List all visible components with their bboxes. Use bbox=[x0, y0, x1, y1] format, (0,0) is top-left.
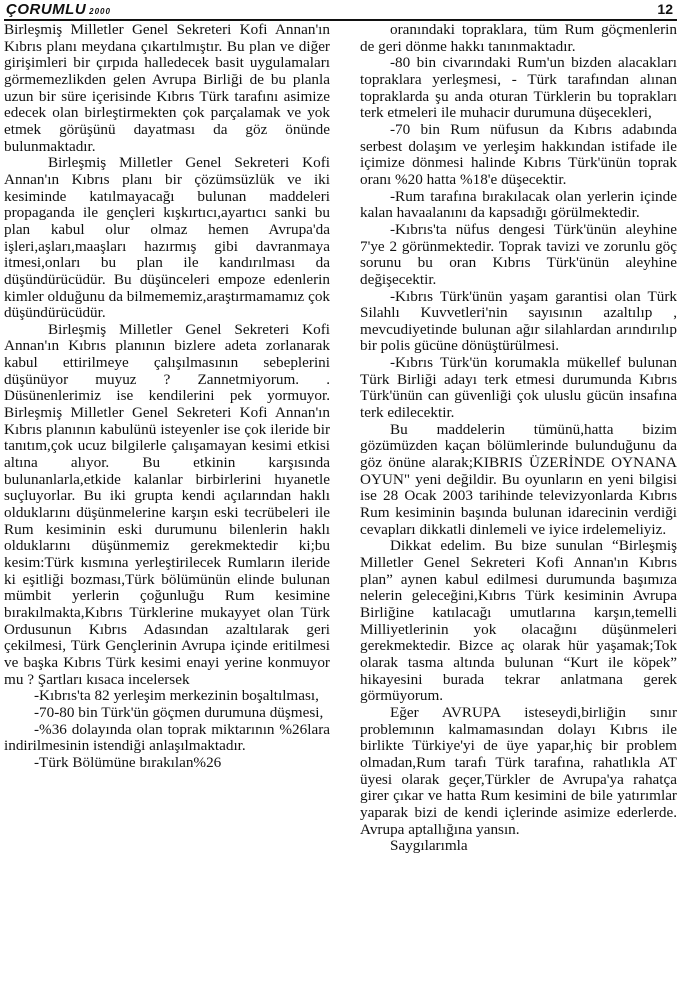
list-item: -Türk Bölümüne bırakılan%26 bbox=[34, 753, 222, 771]
list-item: -Kıbrıs Türk'ün korumakla mükellef bulunan Türk Birliği adayı terk etmesi durumunda Kıbrıs Türk'ünün can güvenliği çok uluslu gücün insafına terk edilecektir. bbox=[360, 354, 677, 422]
list-item: -70-80 bin Türk'ün göçmen durumuna düşmesi, bbox=[34, 703, 324, 721]
masthead-year: 2000 bbox=[89, 7, 111, 16]
list-item: -Kıbrıs'ta nüfus dengesi Türk'ünün aleyhine 7'ye 2 görünmektedir. Toprak tavizi ve zorunlu göç sorunu bu oran Kıbrıs Türk'ünün aleyhine değişecektir. bbox=[360, 220, 677, 288]
paragraph: Bu maddelerin tümünü,hatta bizim gözümüzden kaçan bölümlerinde bulunduğunu da göz önüne alarak;KIBRIS ÜZERİNDE OYNANA OYUN" yeni değildir. Bu oyunların en yeni bilgisi ise 28 Ocak 2003 tarihinde televizyonlarda Kıbrıs Rum kesiminin başında bulunan idarecinin verdiği cevapları dikkatli dinlemeli ve iyice irdelemeliyiz. bbox=[360, 420, 677, 538]
list-item: -Kıbrıs Türk'ünün yaşam garantisi olan Türk Silahlı Kuvvetleri'nin sayısının azaltılıp , mevcudiyetinde bulunan ağır silahlardan arındırılıp bir polis gücüne dönüştürülmesi. bbox=[360, 287, 677, 355]
paragraph: Birleşmiş Milletler Genel Sekreteri Kofi Annan'ın Kıbrıs planı bir çözümsüzlük ve iki kesiminde katılmayacağı bulunan maddeleri propaganda ile gençleri kışkırtıcı,ayartıcı sanki bu plan kabul olur olmaz hemen Avrupa'da işleri,aşları,maaşları hazırmış gibi davranmaya itmesi,onları bu plan ile kandırılması da düşündürücüdür. Bu düşünceleri empoze edenlerin kimler olduğunu da bilmememiz,araştırmamamız çok düşündürücüdür. bbox=[4, 154, 331, 322]
paragraph: Birleşmiş Milletler Genel Sekreteri Kofi Annan'ın Kıbrıs planının bizlere adeta zorlanarak kabul ettirilmeye çalışılmasının sebeplerini düşünüyor muyuz ? Zannetmiyorum. . Düsünenlerimiz ise kendilerini pek yormuyor. Birleşmiş Milletler Genel Sekreteri Kofi Annan'ın Kıbrıs planının kabulünü isteyenler ise çok ileride bir tanıtım,çok ucuz bilgilerle çalışamayan kesimi etkisi altına alıyor. Bu etkinin karşısında bulunanlarla,etkide kalanlar birbirlerini hıyanetle suçluyorlar. Bu iki grupta kendi açılarından haklı olduklarını düşünmelerine karşın eski tecrübeleri ile Rum kesiminin eski durumunu bilenlerin haklı olduklarını düşünmemiz gerekmektedir ki;bu kesim:Türk kısmına yerleştirilecek Rumların ileride ki eşitliği bozması,Türk bölümünün elinde bulunan mümbit yerlerin çoğunluğu Rum kesimine bırakılmakta,Kıbrıs Türklerine mukayyet olan Türk Ordusunun Kıbrıs Adasından azaltılarak geri çekilmesi, Türk Gençlerinin Avrupa içinde eritilmesi ve başka Kıbrıs Türk kesimi enayi yerine konmuyor mu ? Şartları kısaca incelersek bbox=[4, 320, 330, 688]
paragraph: Birleşmiş Milletler Genel Sekreteri Kofi Annan'ın Kıbrıs planı meydana çıkartılmıştır. Bu plan ve diğer girişimleri bir çırpıda halledecek basit uygulamaları görmemezlikden gelen Avrupa Birliği de bu planla uzun bir süre içerisinde Kıbrıs Türk tarafını asimize edecek olan birleştirmekten çok parçalamak ve yok etmek görüşünü dayatması da göz önünde bulunmaktadır. bbox=[4, 21, 330, 155]
list-item: -%36 dolayında olan toprak miktarının %26lara indirilmesinin istendiği anlaşılmaktadır. bbox=[4, 720, 330, 755]
page-number: 12 bbox=[657, 1, 673, 17]
paragraph: Eğer AVRUPA isteseydi,birliğin sınır problemının kalmamasından dolayı Kıbrıs ile birlikte Türkiye'yi de üye yapar,hiç bir problem olmadan,Rum tarafı Türk tarafına, rahatlıkla AT üyesi olarak geçer,Türkler de Avrupa'ya rahatça girer çıkar ve hatta Rum kesimini de bile yatırımlar yaparak bizi de kendi içlerinde asimize ederlerde. Avrupa aptallığına yansın. bbox=[360, 703, 677, 838]
list-item: -70 bin Rum nüfusun da Kıbrıs adabında serbest dolaşım ve yerleşim hakkından istifade ile içimize dönmesi halinde Kıbrıs Türk'ünün toprak oranı %20 hatta %18'e düşecektir. bbox=[360, 120, 677, 188]
paragraph: Dikkat edelim. Bu bize sunulan “Birleşmiş Milletler Genel Sekreteri Kofi Annan'ın Kıbrıs plan” aynen kabul edilmesi durumunda başımıza nelerin geleceğini,Kıbrıs Türk kesiminin Avrupa Birliğine katılacağı umutlarına karşın,temelli Milliyetlerinin yok olacağını düşünmeleri gerekmektedir. Bizce aç olarak hür yaşamak;Tok olarak tasma altında bulunan “Kurt ile köpek” hikayesini burada tekrar anlatmana gerek görmüyorum. bbox=[360, 537, 677, 705]
article-column-right bbox=[360, 22, 677, 855]
list-item: -Rum tarafına bırakılacak olan yerlerin içinde kalan havaalanını da kapsadığı görülmektedir. bbox=[360, 187, 677, 222]
paragraph: oranındaki topraklara, tüm Rum göçmenlerin de geri dönme hakkı tanınmaktadır. bbox=[360, 21, 677, 55]
page-header bbox=[0, 0, 681, 22]
closing: Saygılarımla bbox=[390, 837, 468, 855]
masthead bbox=[6, 1, 111, 18]
masthead-title: ÇORUMLU bbox=[6, 1, 87, 18]
list-item: -80 bin civarındaki Rum'un bizden alacakları topraklara yerleşmesi, - Türk tarafından alınan topraklarda şu anda oturan Türklerin bu toprakları terk etmeleri ile muhacir durumuna düşecekleri, bbox=[360, 54, 677, 122]
list-item: -Kıbrıs'ta 82 yerleşim merkezinin boşaltılması, bbox=[34, 687, 319, 705]
article-column-left bbox=[4, 22, 330, 772]
